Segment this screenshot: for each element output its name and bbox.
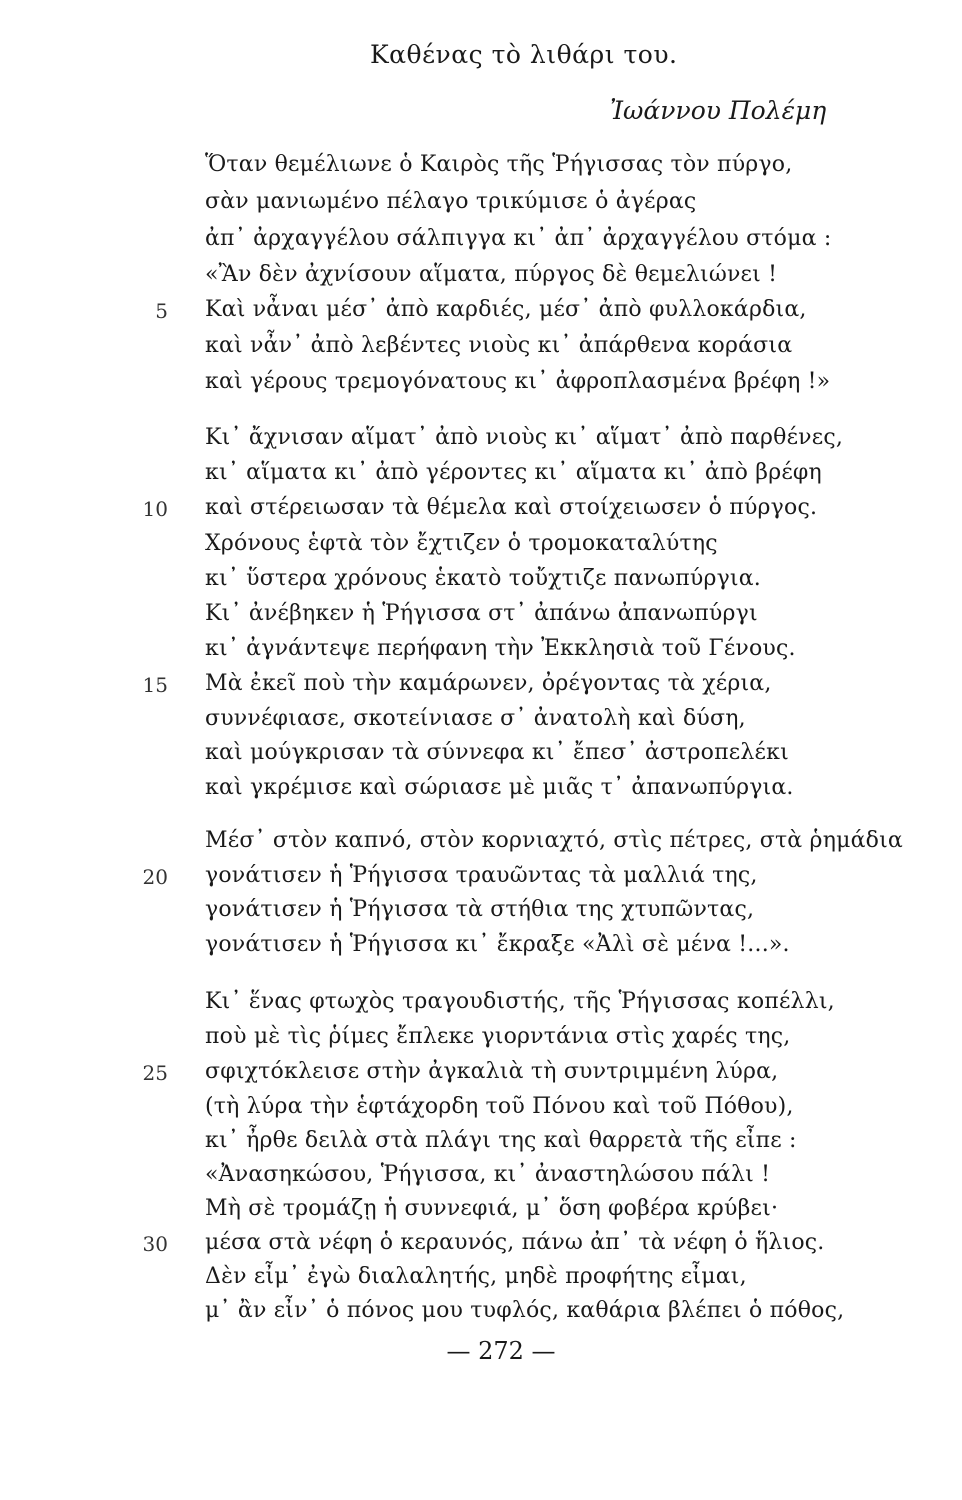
verse-line-1: Ὅταν θεμέλιωνε ὁ Καιρὸς τῆς Ῥήγισσας τὸν πύργο, — [205, 152, 793, 177]
verse-line-10: καὶ στέρειωσαν τὰ θέμελα καὶ στοίχειωσεν ὁ πύργος. — [205, 495, 818, 520]
verse-line-17: καὶ μούγκρισαν τὰ σύννεφα κι᾽ ἔπεσ᾽ ἀστροπελέκι — [205, 740, 789, 765]
verse-line-22: γονάτισεν ἡ Ῥήγισσα κι᾽ ἔκραξε «Ἀλὶ σὲ μένα !...». — [205, 932, 790, 957]
verse-line-24: ποὺ μὲ τὶς ῥίμες ἔπλεκε γιορντάνια στὶς χαρές της, — [205, 1024, 791, 1049]
verse-line-26: (τὴ λύρα τὴν ἑφτάχορδη τοῦ Πόνου καὶ τοῦ Πόθου), — [205, 1094, 794, 1119]
verse-line-23: Κι᾽ ἕνας φτωχὸς τραγουδιστής, τῆς Ῥήγισσας κοπέλλι, — [205, 989, 835, 1014]
verse-line-27: κι᾽ ἦρθε δειλὰ στὰ πλάγι της καὶ θαρρετὰ τῆς εἶπε : — [205, 1128, 797, 1153]
poem-author: Ἰωάννου Πολέμη — [610, 96, 827, 125]
verse-line-21: γονάτισεν ἡ Ῥήγισσα τὰ στήθια της χτυπῶντας, — [205, 897, 755, 922]
verse-line-32: μ᾽ ἂν εἶν᾽ ὁ πόνος μου τυφλός, καθάρια βλέπει ὁ πόθος, — [205, 1298, 845, 1323]
verse-line-28: «Ἀνασηκώσου, Ῥήγισσα, κι᾽ ἀναστηλώσου πάλι ! — [205, 1162, 771, 1187]
verse-line-12: κι᾽ ὕστερα χρόνους ἑκατὸ τοὔχτιζε πανωπύργια. — [205, 566, 762, 591]
line-number-10: 10 — [142, 497, 168, 521]
line-number-30: 30 — [142, 1232, 168, 1256]
verse-line-18: καὶ γκρέμισε καὶ σώριασε μὲ μιᾶς τ᾽ ἀπανωπύργια. — [205, 775, 794, 800]
verse-line-11: Χρόνους ἑφτὰ τὸν ἔχτιζεν ὁ τρομοκαταλύτης — [205, 531, 718, 556]
verse-line-8: Κι᾽ ἄχνισαν αἵματ᾽ ἀπὸ νιοὺς κι᾽ αἵματ᾽ ἀπὸ παρθένες, — [205, 425, 844, 450]
verse-line-13: Κι᾽ ἀνέβηκεν ἡ Ῥήγισσα στ᾽ ἀπάνω ἀπανωπύργι — [205, 601, 758, 626]
verse-line-19: Μέσ᾽ στὸν καπνό, στὸν κορνιαχτό, στὶς πέτρες, στὰ ῥημάδια — [205, 828, 903, 853]
verse-line-9: κι᾽ αἵματα κι᾽ ἀπὸ γέροντες κι᾽ αἵματα κι᾽ ἀπὸ βρέφη — [205, 460, 822, 485]
line-number-5: 5 — [155, 299, 168, 323]
verse-line-20: γονάτισεν ἡ Ῥήγισσα τραυῶντας τὰ μαλλιά της, — [205, 863, 758, 888]
verse-line-29: Μὴ σὲ τρομάζῃ ἡ συννεφιά, μ᾽ ὅση φοβέρα κρύβει· — [205, 1196, 779, 1221]
verse-line-31: Δὲν εἶμ᾽ ἐγὼ διαλαλητής, μηδὲ προφήτης εἶμαι, — [205, 1264, 747, 1289]
verse-line-3: ἀπ᾽ ἀρχαγγέλου σάλπιγγα κι᾽ ἀπ᾽ ἀρχαγγέλου στόμα : — [205, 226, 832, 251]
poem-title: Καθένας τὸ λιθάρι του. — [370, 40, 678, 69]
verse-line-4: «Ἂν δὲν ἀχνίσουν αἵματα, πύργος δὲ θεμελιώνει ! — [205, 262, 778, 287]
verse-line-2: σὰν μανιωμένο πέλαγο τρικύμισε ὁ ἀγέρας — [205, 189, 697, 214]
verse-line-5: Καὶ νἆναι μέσ᾽ ἀπὸ καρδιές, μέσ᾽ ἀπὸ φυλλοκάρδια, — [205, 297, 807, 322]
verse-line-25: σφιχτόκλεισε στὴν ἀγκαλιὰ τὴ συντριμμένη λύρα, — [205, 1059, 779, 1084]
verse-line-14: κι᾽ ἀγνάντεψε περήφανη τὴν Ἐκκλησιὰ τοῦ Γένους. — [205, 636, 796, 661]
page-number: — 272 — — [446, 1337, 556, 1365]
verse-line-30: μέσα στὰ νέφη ὁ κεραυνός, πάνω ἀπ᾽ τὰ νέφη ὁ ἥλιος. — [205, 1230, 825, 1255]
line-number-25: 25 — [142, 1061, 168, 1085]
line-number-15: 15 — [142, 673, 168, 697]
verse-line-16: συννέφιασε, σκοτείνιασε σ᾽ ἀνατολὴ καὶ δύση, — [205, 706, 746, 731]
verse-line-15: Μὰ ἐκεῖ ποὺ τὴν καμάρωνεν, ὀρέγοντας τὰ χέρια, — [205, 671, 772, 696]
verse-line-6: καὶ νἆν᾽ ἀπὸ λεβέντες νιοὺς κι᾽ ἀπάρθενα κοράσια — [205, 333, 793, 358]
line-number-20: 20 — [142, 865, 168, 889]
verse-line-7: καὶ γέρους τρεμογόνατους κι᾽ ἀφροπλασμένα βρέφη !» — [205, 369, 831, 394]
